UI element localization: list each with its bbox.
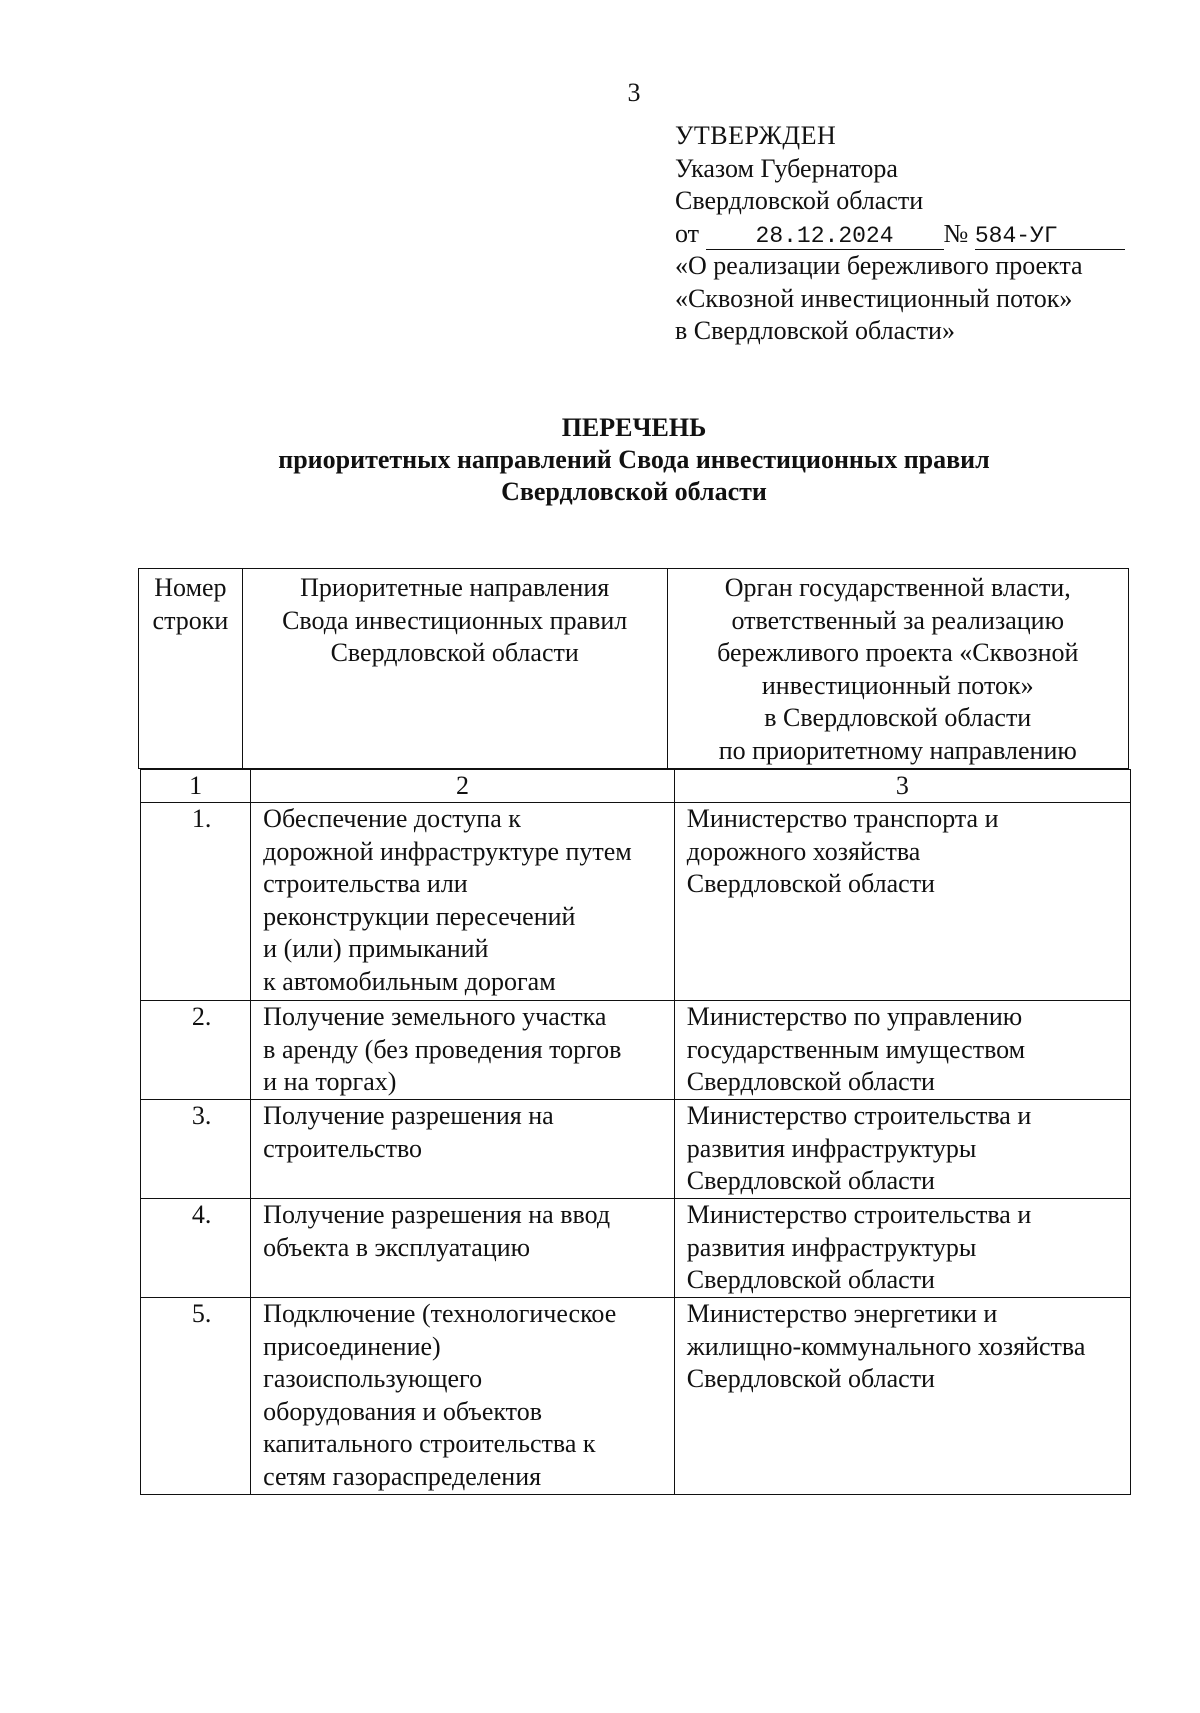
cell-line: развития инфраструктуры — [686, 1232, 977, 1262]
cell-line: Получение разрешения на ввод — [263, 1200, 611, 1229]
cell-line: Министерство строительства и — [686, 1101, 1032, 1130]
row-authority — [674, 1199, 1130, 1298]
cell-line: дорожной инфраструктуре путем — [263, 836, 632, 866]
cell-line: Получение разрешения на — [263, 1101, 554, 1130]
header-text: в Свердловской области — [764, 703, 1032, 732]
cell-line: жилищно-коммунального хозяйства — [686, 1331, 1086, 1361]
cell-line: развития инфраструктуры — [686, 1133, 977, 1163]
header-text: Номер — [154, 573, 227, 602]
approval-subject-line: в Свердловской области» — [675, 316, 955, 345]
header-text: бережливого проекта «Сквозной — [717, 638, 1079, 667]
row-number: 1. — [141, 803, 251, 1001]
row-number: 5. — [141, 1298, 251, 1495]
cell-line: дорожного хозяйства — [686, 836, 921, 866]
date-prefix: от — [675, 218, 700, 248]
priority-table — [140, 769, 1131, 1495]
column-number: 3 — [674, 770, 1130, 803]
cell-line: строительство — [263, 1133, 423, 1163]
header-text: строки — [152, 605, 229, 635]
title-line-3: Свердловской области — [501, 477, 767, 506]
table-header — [138, 568, 1129, 769]
title-line-1: ПЕРЕЧЕНЬ — [561, 413, 707, 442]
cell-line: Свердловской области — [686, 1067, 935, 1096]
cell-line: Свердловской области — [686, 869, 935, 898]
approval-by-line: Указом Губернатора — [675, 153, 898, 183]
cell-line: реконструкции пересечений — [263, 901, 576, 931]
header-col-authority — [667, 569, 1128, 769]
cell-line: присоединение) — [263, 1331, 441, 1361]
header-text: по приоритетному направлению — [718, 735, 1077, 765]
row-direction — [251, 803, 675, 1001]
header-col-number — [139, 569, 243, 769]
page-number: 3 — [627, 78, 641, 107]
table-row — [141, 1298, 1131, 1495]
cell-line: Министерство транспорта и — [686, 804, 999, 833]
column-number: 1 — [141, 770, 251, 803]
cell-line: Подключение (технологическое — [263, 1299, 617, 1328]
cell-line: строительства или — [263, 869, 468, 898]
header-text: ответственный за реализацию — [731, 605, 1065, 635]
table-row — [141, 803, 1131, 1001]
header-col-direction — [242, 569, 667, 769]
table-row — [141, 1001, 1131, 1100]
cell-line: объекта в эксплуатацию — [263, 1232, 531, 1262]
number-prefix: № — [943, 218, 969, 248]
document-title — [0, 412, 1200, 508]
approval-region-line: Свердловской области — [675, 186, 924, 215]
header-text: Орган государственной власти, — [724, 573, 1071, 602]
header-text: Приоритетные направления — [300, 573, 610, 602]
row-authority — [674, 1100, 1130, 1199]
column-number-row — [141, 770, 1131, 803]
header-text: Свода инвестиционных правил — [282, 605, 628, 635]
cell-line: газоиспользующего — [263, 1364, 483, 1393]
row-direction — [251, 1100, 675, 1199]
row-direction — [251, 1298, 675, 1495]
approval-date: 28.12.2024 — [706, 223, 944, 250]
table-row — [141, 1199, 1131, 1298]
approval-subject-line: «О реализации бережливого проекта — [675, 251, 1083, 280]
row-authority — [674, 1298, 1130, 1495]
row-number: 2. — [141, 1001, 251, 1100]
cell-line: Получение земельного участка — [263, 1002, 607, 1031]
approval-block — [675, 120, 1125, 348]
row-direction — [251, 1199, 675, 1298]
cell-line: Министерство строительства и — [686, 1200, 1032, 1229]
row-authority — [674, 1001, 1130, 1100]
approval-subject-line: «Сквозной инвестиционный поток» — [675, 283, 1073, 313]
cell-line: государственным имуществом — [686, 1034, 1026, 1064]
header-text: Свердловской области — [330, 638, 579, 667]
cell-line: Министерство энергетики и — [686, 1299, 998, 1328]
cell-line: оборудования и объектов — [263, 1396, 542, 1426]
row-number: 3. — [141, 1100, 251, 1199]
cell-line: и на торгах) — [263, 1067, 397, 1096]
column-number: 2 — [251, 770, 675, 803]
row-direction — [251, 1001, 675, 1100]
row-authority — [674, 803, 1130, 1001]
cell-line: Свердловской области — [686, 1166, 935, 1195]
approval-status: УТВЕРЖДЕН — [675, 121, 837, 150]
approval-date-line — [675, 218, 1125, 251]
cell-line: к автомобильным дорогам — [263, 966, 556, 996]
table-row — [141, 1100, 1131, 1199]
cell-line: в аренду (без проведения торгов — [263, 1034, 622, 1064]
cell-line: и (или) примыканий — [263, 934, 489, 963]
approval-number: 584-УГ — [975, 223, 1125, 250]
cell-line: Обеспечение доступа к — [263, 804, 521, 833]
cell-line: сетям газораспределения — [263, 1461, 542, 1491]
cell-line: капитального строительства к — [263, 1429, 596, 1458]
cell-line: Свердловской области — [686, 1364, 935, 1393]
title-line-2: приоритетных направлений Свода инвестиционных правил — [278, 445, 990, 474]
header-text: инвестиционный поток» — [761, 670, 1034, 700]
row-number: 4. — [141, 1199, 251, 1298]
cell-line: Министерство по управлению — [686, 1002, 1023, 1031]
cell-line: Свердловской области — [686, 1265, 935, 1294]
